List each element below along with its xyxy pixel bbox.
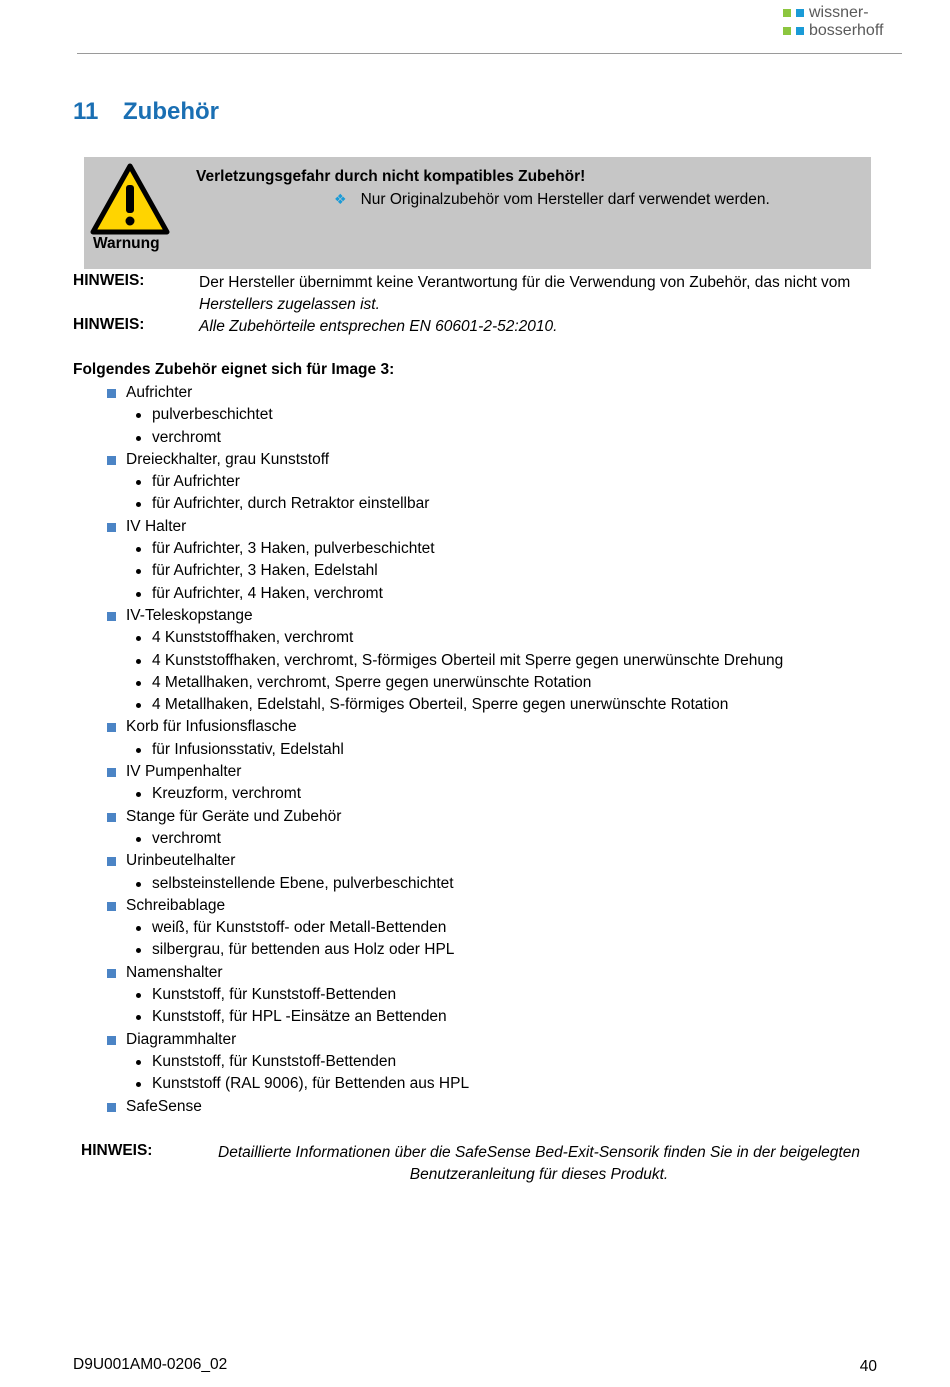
- sub-item: Kunststoff, für Kunststoff-Bettenden: [126, 1051, 873, 1073]
- logo-text-line2: bosserhoff: [809, 22, 884, 39]
- category-item: [73, 962, 873, 1029]
- logo-square-blue: [796, 27, 804, 35]
- sub-list: [126, 828, 873, 850]
- sub-list: [126, 627, 873, 716]
- note-label: HINWEIS:: [73, 272, 145, 289]
- sub-item: Kunststoff (RAL 9006), für Bettenden aus HPL: [126, 1073, 873, 1095]
- category-item: [73, 382, 873, 449]
- chapter-heading: [73, 98, 219, 126]
- note-text-line: Der Hersteller übernimmt keine Verantwortung für die Verwendung von Zubehör, das nicht vom: [199, 274, 851, 291]
- category-name: Diagrammhalter: [126, 1030, 237, 1048]
- sub-list: [126, 783, 873, 805]
- category-item: [73, 1029, 873, 1096]
- sub-item: 4 Metallhaken, Edelstahl, S-förmiges Oberteil, Sperre gegen unerwünschte Rotation: [126, 694, 873, 716]
- category-item: [73, 850, 873, 895]
- logo-text-line1: wissner-: [809, 4, 869, 21]
- sub-item: für Aufrichter, 3 Haken, pulverbeschichtet: [126, 538, 873, 560]
- sub-list: [126, 917, 873, 962]
- warning-box: [84, 157, 871, 269]
- category-name: Schreibablage: [126, 896, 226, 914]
- header-divider: [77, 53, 902, 54]
- sub-item: 4 Kunststoffhaken, verchromt, S-förmiges Oberteil mit Sperre gegen unerwünschte Drehung: [126, 650, 873, 672]
- chapter-number: 11: [73, 98, 99, 125]
- sub-item: verchromt: [126, 828, 873, 850]
- note-text-line: Benutzeranleitung für dieses Produkt.: [409, 1166, 669, 1183]
- logo-square-green: [783, 9, 791, 17]
- category-name: Dreieckhalter, grau Kunststoff: [126, 450, 330, 468]
- sub-item: silbergrau, für bettenden aus Holz oder HPL: [126, 939, 873, 961]
- sub-item: verchromt: [126, 427, 873, 449]
- sub-list: [126, 538, 873, 605]
- warning-label: Warnung: [93, 235, 160, 252]
- sub-item: für Aufrichter, 4 Haken, verchromt: [126, 583, 873, 605]
- warning-item: [334, 191, 770, 209]
- category-item: [73, 1096, 873, 1118]
- category-name: IV Halter: [126, 517, 187, 535]
- category-name: Namenshalter: [126, 963, 223, 981]
- sub-list: [126, 873, 873, 895]
- category-item: [73, 806, 873, 851]
- category-item: [73, 449, 873, 516]
- logo-square-green: [783, 27, 791, 35]
- category-name: Aufrichter: [126, 384, 193, 401]
- category-item: [73, 895, 873, 962]
- note-text-line: Herstellers zugelassen ist.: [199, 296, 380, 313]
- warning-title: Verletzungsgefahr durch nicht kompatibles Zubehör!: [196, 168, 586, 185]
- category-name: Korb für Infusionsflasche: [126, 718, 297, 736]
- sub-list: [126, 1051, 873, 1096]
- category-name: SafeSense: [126, 1097, 202, 1115]
- sub-list: [126, 404, 873, 449]
- sub-item: Kunststoff, für HPL -Einsätze an Bettenden: [126, 1006, 873, 1028]
- sub-item: pulverbeschichtet: [126, 404, 873, 426]
- note-text-line: Alle Zubehörteile entsprechen EN 60601-2-52:2010.: [199, 318, 558, 335]
- logo-square-blue: [796, 9, 804, 17]
- category-item: [73, 516, 873, 605]
- sub-item: 4 Kunststoffhaken, verchromt: [126, 627, 873, 649]
- note-label: HINWEIS:: [81, 1142, 153, 1159]
- sub-item: Kunststoff, für Kunststoff-Bettenden: [126, 984, 873, 1006]
- diamond-bullet-icon: ❖: [334, 191, 347, 207]
- category-name: IV-Teleskopstange: [126, 606, 253, 624]
- sub-item: weiß, für Kunststoff- oder Metall-Bettenden: [126, 917, 873, 939]
- warning-triangle-icon: [90, 163, 170, 240]
- warning-item-text: Nur Originalzubehör vom Hersteller darf verwendet werden.: [360, 191, 770, 208]
- note-text-line: Detaillierte Informationen über die SafeSense Bed-Exit-Sensorik finden Sie in der beigelegten: [218, 1144, 860, 1161]
- sub-item: 4 Metallhaken, verchromt, Sperre gegen unerwünschte Rotation: [126, 672, 873, 694]
- category-name: Urinbeutelhalter: [126, 852, 236, 870]
- chapter-title: Zubehör: [123, 98, 219, 125]
- category-item: [73, 605, 873, 716]
- sub-list: [126, 471, 873, 516]
- category-item: [73, 761, 873, 806]
- brand-logo: [783, 4, 883, 40]
- category-name: Stange für Geräte und Zubehör: [126, 807, 342, 825]
- category-name: IV Pumpenhalter: [126, 763, 242, 781]
- sub-item: Kreuzform, verchromt: [126, 783, 873, 805]
- sub-item: für Aufrichter, 3 Haken, Edelstahl: [126, 560, 873, 582]
- sub-list: [126, 739, 873, 761]
- sub-item: für Infusionsstativ, Edelstahl: [126, 739, 873, 761]
- sub-list: [126, 984, 873, 1029]
- sub-item: für Aufrichter: [126, 471, 873, 493]
- sub-item: selbsteinstellende Ebene, pulverbeschichtet: [126, 873, 873, 895]
- note-label: HINWEIS:: [73, 316, 145, 333]
- accessory-list-title: Folgendes Zubehör eignet sich für Image 3:: [73, 361, 395, 378]
- accessory-list: [73, 382, 873, 1118]
- sub-item: für Aufrichter, durch Retraktor einstellbar: [126, 493, 873, 515]
- footer-page-number: 40: [859, 1358, 877, 1375]
- category-item: [73, 716, 873, 761]
- footer-doc-id: D9U001AM0-0206_02: [73, 1356, 228, 1373]
